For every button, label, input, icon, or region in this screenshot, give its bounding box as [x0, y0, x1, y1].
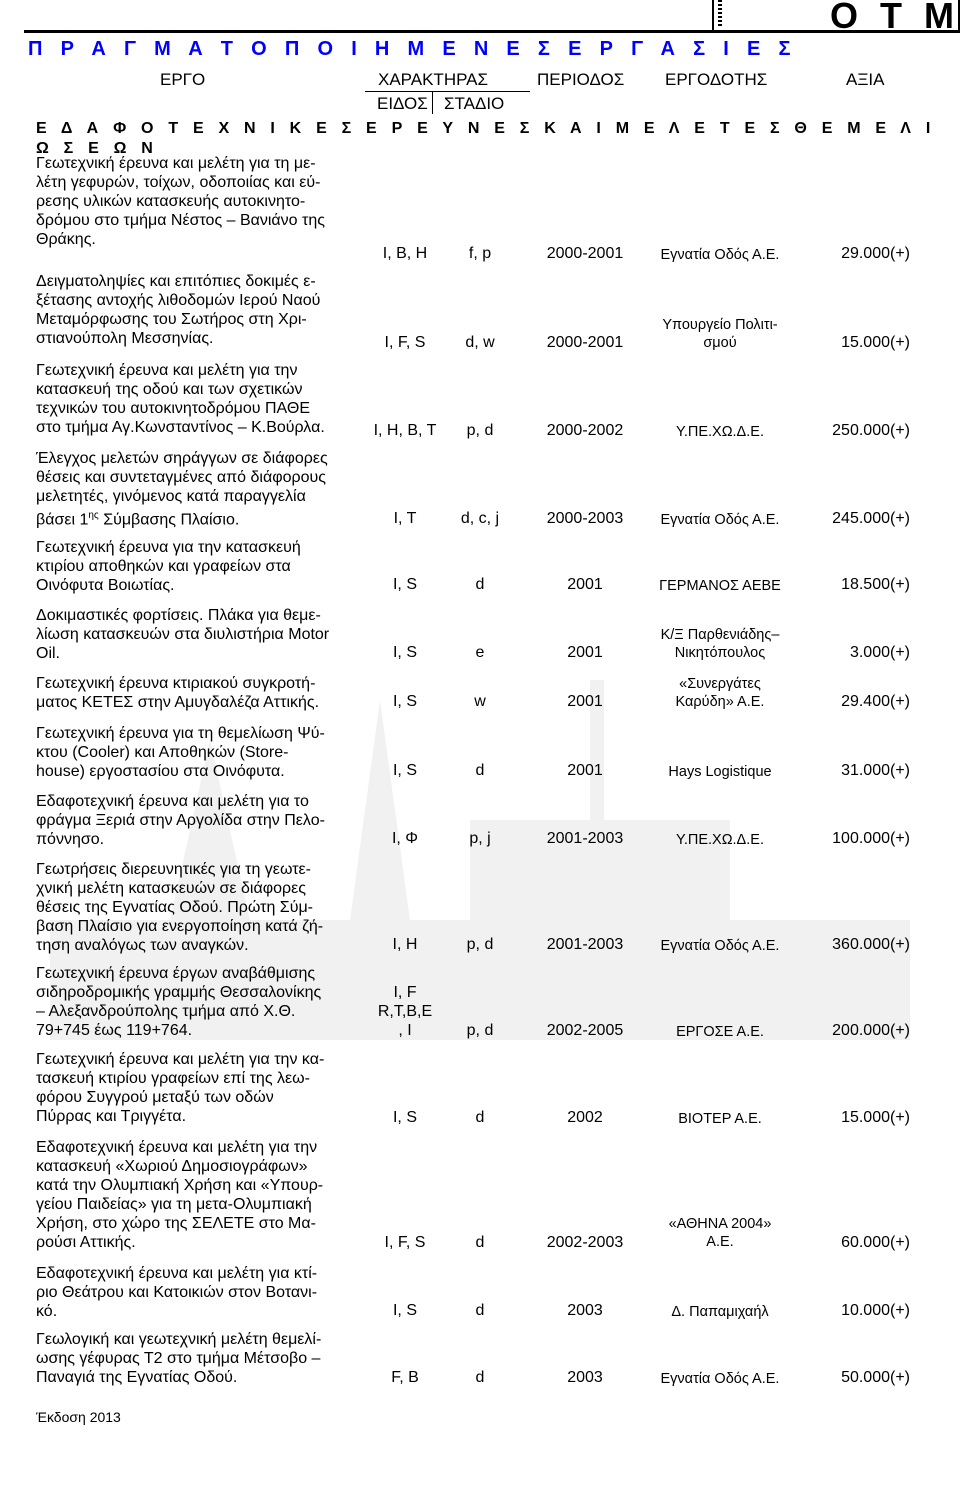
project-value: 360.000(+) — [832, 936, 910, 953]
project-value: 200.000(+) — [832, 1022, 910, 1039]
project-description: Δειγματοληψίες και επιτόπιες δοκιμές ε- ξέτασης αντοχής λιθοδομών Ιερού Ναού Μεταμόρφωσης του Σωτήρος στη Χρι- στιανούπολη Μεσσηνίας. — [36, 273, 321, 347]
project-period: 2001 — [567, 762, 603, 779]
project-stage: p, d — [466, 1022, 494, 1039]
project-type: I, Φ — [391, 830, 419, 847]
project-period: 2000-2003 — [546, 510, 624, 527]
project-type: I, S — [392, 576, 417, 593]
project-client: Κ/Ξ Παρθενιάδης– Νικητόπουλος — [660, 627, 780, 661]
project-stage: d — [475, 576, 485, 593]
project-stage: f, p — [468, 245, 492, 262]
project-period: 2002-2003 — [546, 1234, 624, 1251]
edition-footer: Έκδοση 2013 — [36, 1409, 121, 1425]
project-stage: p, d — [466, 422, 494, 439]
project-type: I, T — [393, 510, 417, 527]
project-stage: d — [475, 762, 485, 779]
project-value: 15.000(+) — [841, 1109, 910, 1126]
project-period: 2003 — [567, 1302, 603, 1319]
project-stage: d, c, j — [460, 510, 500, 527]
project-description: Γεωτεχνική έρευνα κτιριακού συγκροτή- ματος ΚΕΤΕΣ στην Αμυγδαλέζα Αττικής. — [36, 675, 320, 711]
col-header-client: ΕΡΓΟΔΟΤΗΣ — [665, 70, 768, 89]
project-client: Υπουργείο Πολιτι- σμού — [662, 317, 778, 351]
project-period: 2002-2005 — [546, 1022, 624, 1039]
project-description: Δοκιμαστικές φορτίσεις. Πλάκα για θεμε- λίωση κατασκευών στα διυλιστήρια Motor Oil. — [36, 607, 330, 662]
col-header-project: ΕΡΓΟ — [160, 70, 206, 89]
project-stage: d — [475, 1302, 485, 1319]
project-period: 2001 — [567, 644, 603, 661]
project-client: ΕΡΓΟΣΕ Α.Ε. — [676, 1024, 764, 1040]
project-client: Εγνατία Οδός Α.Ε. — [660, 247, 780, 263]
project-value: 29.000(+) — [841, 245, 910, 262]
project-description: Γεωτεχνική έρευνα και μελέτη για τη με- λέτη γεφυρών, τοίχων, οδοποιίας και εύ- ρεσης υλικών κατασκευής αυτοκινητο- δρόμου στο τμήμα Νέστος – Βανιάνο της Θράκης. — [36, 155, 325, 248]
project-value: 10.000(+) — [841, 1302, 910, 1319]
project-client: «Συνεργάτες Καρύδη» Α.Ε. — [675, 676, 765, 710]
project-type: I, S — [392, 1109, 417, 1126]
section-title: Ε Δ Α Φ Ο Τ Ε Χ Ν Ι Κ Ε Σ Ε Ρ Ε Υ Ν Ε Σ Κ Α Ι Μ Ε Λ Ε Τ Ε Σ Θ Ε Μ Ε Λ Ι Ω Σ Ε Ω Ν — [36, 120, 936, 157]
project-type: I, F R,T,B,E , I — [377, 984, 433, 1039]
project-client: «ΑΘΗΝΑ 2004» Α.Ε. — [668, 1216, 772, 1250]
project-client: ΒΙΟΤΕΡ Α.Ε. — [678, 1111, 762, 1127]
project-type: I, S — [392, 1302, 417, 1319]
project-stage: d — [475, 1234, 485, 1251]
description-tail: Σύμβασης Πλαίσιο. — [98, 511, 240, 529]
project-value: 29.400(+) — [841, 693, 910, 710]
project-description: Έλεγχος μελετών σηράγγων σε διάφορες θέσεις και συντεταγμένες από διάφορους μελετητές, γινόμενος κατά παραγγελία βάσει $1^{\eta\varsigma}$ Σύμβασης Πλαίσιο. — [36, 450, 328, 529]
project-type: I, H — [392, 936, 418, 953]
project-type: I, S — [392, 693, 417, 710]
project-type: I, F, S — [384, 334, 426, 351]
project-value: 3.000(+) — [849, 644, 910, 661]
project-period: 2000-2001 — [546, 245, 624, 262]
project-period: 2003 — [567, 1369, 603, 1386]
project-value: 245.000(+) — [832, 510, 910, 527]
project-client: Δ. Παπαμιχαήλ — [671, 1304, 769, 1320]
project-type: I, H, B, T — [373, 422, 437, 439]
col-header-value: ΑΞΙΑ — [846, 70, 885, 89]
project-value: 18.500(+) — [841, 576, 910, 593]
col-header-character: ΧΑΡΑΚΤΗΡΑΣ — [378, 70, 489, 89]
project-stage: d, w — [465, 334, 495, 351]
project-client: Hays Logistique — [668, 764, 772, 780]
project-period: 2000-2001 — [546, 334, 624, 351]
project-stage: d — [475, 1109, 485, 1126]
project-period: 2002 — [567, 1109, 603, 1126]
project-value: 31.000(+) — [841, 762, 910, 779]
project-client: Υ.ΠΕ.ΧΩ.Δ.Ε. — [676, 424, 764, 440]
header-divider — [432, 92, 433, 114]
project-stage: p, d — [466, 936, 494, 953]
project-description: Εδαφοτεχνική έρευνα και μελέτη για το φράγμα Ξεριά στην Αργολίδα στην Πελο- πόννησο. — [36, 793, 325, 848]
project-stage: p, j — [469, 830, 491, 847]
project-description: Γεωτεχνική έρευνα έργων αναβάθμισης σιδηροδρομικής γραμμής Θεσσαλονίκης – Αλεξανδρούπολης τμήμα από Χ.Θ. 79+745 έως 119+764. — [36, 965, 322, 1039]
project-description: Γεωτεχνική έρευνα για τη θεμελίωση Ψύ- κτου (Cooler) και Αποθηκών (Store- house) εργοστασίου στα Οινόφυτα. — [36, 725, 325, 780]
project-type: I, S — [392, 644, 417, 661]
col-header-period: ΠΕΡΙΟΔΟΣ — [537, 70, 625, 89]
project-stage: e — [475, 644, 485, 661]
brand-stripe — [718, 0, 722, 28]
col-header-stage: ΣΤΑΔΙΟ — [444, 94, 505, 113]
project-value: 60.000(+) — [841, 1234, 910, 1251]
project-client: Εγνατία Οδός Α.Ε. — [660, 512, 780, 528]
project-period: 2001-2003 — [546, 936, 624, 953]
project-value: 50.000(+) — [841, 1369, 910, 1386]
project-type: I, B, H — [382, 245, 428, 262]
project-period: 2001 — [567, 693, 603, 710]
project-stage: w — [474, 693, 486, 710]
project-description: Γεωτρήσεις διερευνητικές για τη γεωτε- χνική μελέτη κατασκευών σε διάφορες θέσεις της Εγνατίας Οδού. Πρώτη Σύμ- βαση Πλαίσιο για ενεργοποίηση κατά ζή- τηση αναλόγως των αναγκών. — [36, 861, 324, 954]
project-description: Εδαφοτεχνική έρευνα και μελέτη για την κατασκευή «Χωριού Δημοσιογράφων» κατά την Ολυμπιακή Χρήση και «Υπουρ- γείου Παιδείας» για τη μετα-Ολυμπιακή Χρήση, στο χώρο της ΣΕΛΕΤΕ στο Μα- ρούσι Αττικής. — [36, 1139, 324, 1251]
project-period: 2001 — [567, 576, 603, 593]
project-period: 2001-2003 — [546, 830, 624, 847]
project-client: Εγνατία Οδός Α.Ε. — [660, 938, 780, 954]
project-description: Γεωτεχνική έρευνα και μελέτη για την κατασκευή της οδού και των σχετικών τεχνικών του αυτοκινητοδρόμου ΠΑΘΕ στο τμήμα Αγ.Κωνσταντίνος – Κ.Βούρλα. — [36, 362, 325, 436]
brand-logo: Ο Τ Μ — [830, 0, 960, 36]
project-client: Εγνατία Οδός Α.Ε. — [660, 1371, 780, 1387]
project-description: Γεωτεχνική έρευνα και μελέτη για την κα- τασκευή κτιρίου γραφείων επί της λεω- φόρου Συγγρού μεταξύ των οδών Πύρρας και Τριγγέτα. — [36, 1051, 325, 1125]
project-client: Υ.ΠΕ.ΧΩ.Δ.Ε. — [676, 832, 764, 848]
project-type: I, F, S — [384, 1234, 426, 1251]
project-type: I, S — [392, 762, 417, 779]
description-superscript: ης — [88, 510, 99, 521]
header-rule — [365, 91, 530, 92]
col-header-type: ΕΙΔΟΣ — [377, 94, 428, 113]
project-value: 250.000(+) — [832, 422, 910, 439]
project-stage: d — [475, 1369, 485, 1386]
project-client: ΓΕΡΜΑΝΟΣ ΑΕΒΕ — [659, 578, 781, 594]
project-type: F, B — [391, 1369, 419, 1386]
project-value: 15.000(+) — [841, 334, 910, 351]
project-description: Εδαφοτεχνική έρευνα και μελέτη για κτί- ριο Θεάτρου και Κατοικιών στον Βοτανι- κό. — [36, 1265, 318, 1320]
project-description: Γεωλογική και γεωτεχνική μελέτη θεμελί- ωσης γέφυρας Τ2 στο τμήμα Μέτσοβο – Παναγιά της Εγνατίας Οδού. — [36, 1331, 322, 1386]
project-value: 100.000(+) — [832, 830, 910, 847]
project-period: 2000-2002 — [546, 422, 624, 439]
project-description: Γεωτεχνική έρευνα για την κατασκευή κτιρίου αποθηκών και γραφείων στα Οινόφυτα Βοιωτίας. — [36, 539, 301, 594]
page-title: Π Ρ Α Γ Μ Α Τ Ο Π Ο Ι Η Μ Ε Ν Ε Σ Ε Ρ Γ Α Σ Ι Ε Σ — [28, 38, 797, 60]
